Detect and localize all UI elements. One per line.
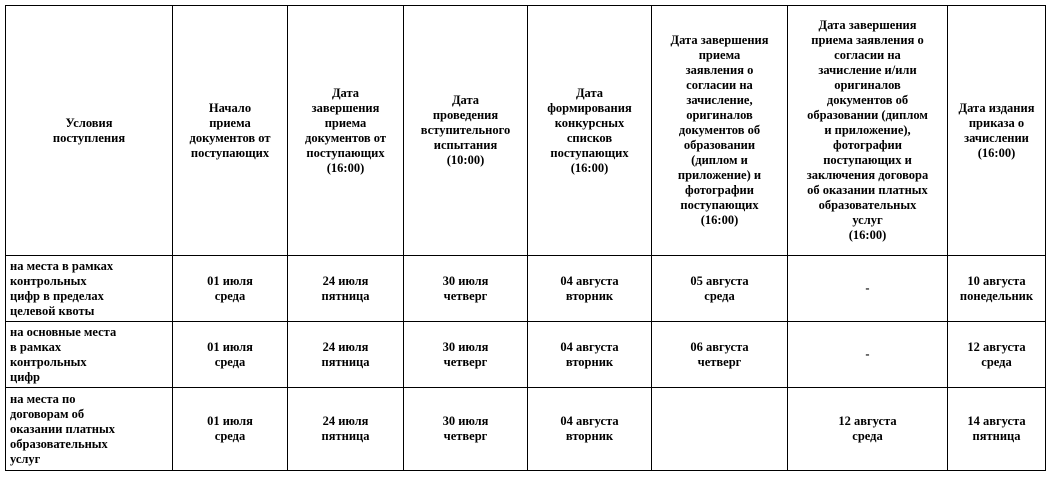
order-cell: 10 августа понедельник [948,256,1046,322]
consent-paid-cell: - [788,256,948,322]
admission-schedule [5,5,1046,471]
exam-cell: 30 июля четверг [404,256,528,322]
lists-cell: 04 августа вторник [528,256,652,322]
admission-schedule-table [5,5,1046,471]
table-row [6,322,1046,388]
order-cell: 14 августа пятница [948,388,1046,471]
table-row [6,256,1046,322]
condition-cell: на места по договорам об оказании платных образовательных услуг [6,388,173,471]
header-conditions: Условия поступления [6,6,173,256]
exam-cell: 30 июля четверг [404,388,528,471]
header-end: Дата завершения приема документов от поступающих (16:00) [288,6,404,256]
lists-cell: 04 августа вторник [528,388,652,471]
header-consent: Дата завершения приема заявления о согласии на зачисление, оригиналов документов об образовании (диплом и приложение) и фотографии поступающих (16:00) [652,6,788,256]
header-start: Начало приема документов от поступающих [173,6,288,256]
start-cell: 01 июля среда [173,388,288,471]
consent-cell: 05 августа среда [652,256,788,322]
end-cell: 24 июля пятница [288,388,404,471]
header-lists: Дата формирования конкурсных списков поступающих (16:00) [528,6,652,256]
header-exam: Дата проведения вступительного испытания (10:00) [404,6,528,256]
end-cell: 24 июля пятница [288,256,404,322]
start-cell: 01 июля среда [173,256,288,322]
order-cell: 12 августа среда [948,322,1046,388]
consent-paid-cell: - [788,322,948,388]
header-order: Дата издания приказа о зачислении (16:00) [948,6,1046,256]
table-row [6,388,1046,471]
condition-cell: на места в рамках контрольных цифр в пределах целевой квоты [6,256,173,322]
consent-cell [652,388,788,471]
consent-cell: 06 августа четверг [652,322,788,388]
header-row [6,6,1046,256]
lists-cell: 04 августа вторник [528,322,652,388]
end-cell: 24 июля пятница [288,322,404,388]
start-cell: 01 июля среда [173,322,288,388]
exam-cell: 30 июля четверг [404,322,528,388]
header-consent-paid: Дата завершения приема заявления о согласии на зачисление и/или оригиналов документов об образовании (диплом и приложение), фотографии поступающих и заключения договора об оказании платных образовательных услуг (16:00) [788,6,948,256]
condition-cell: на основные места в рамках контрольных цифр [6,322,173,388]
consent-paid-cell: 12 августа среда [788,388,948,471]
